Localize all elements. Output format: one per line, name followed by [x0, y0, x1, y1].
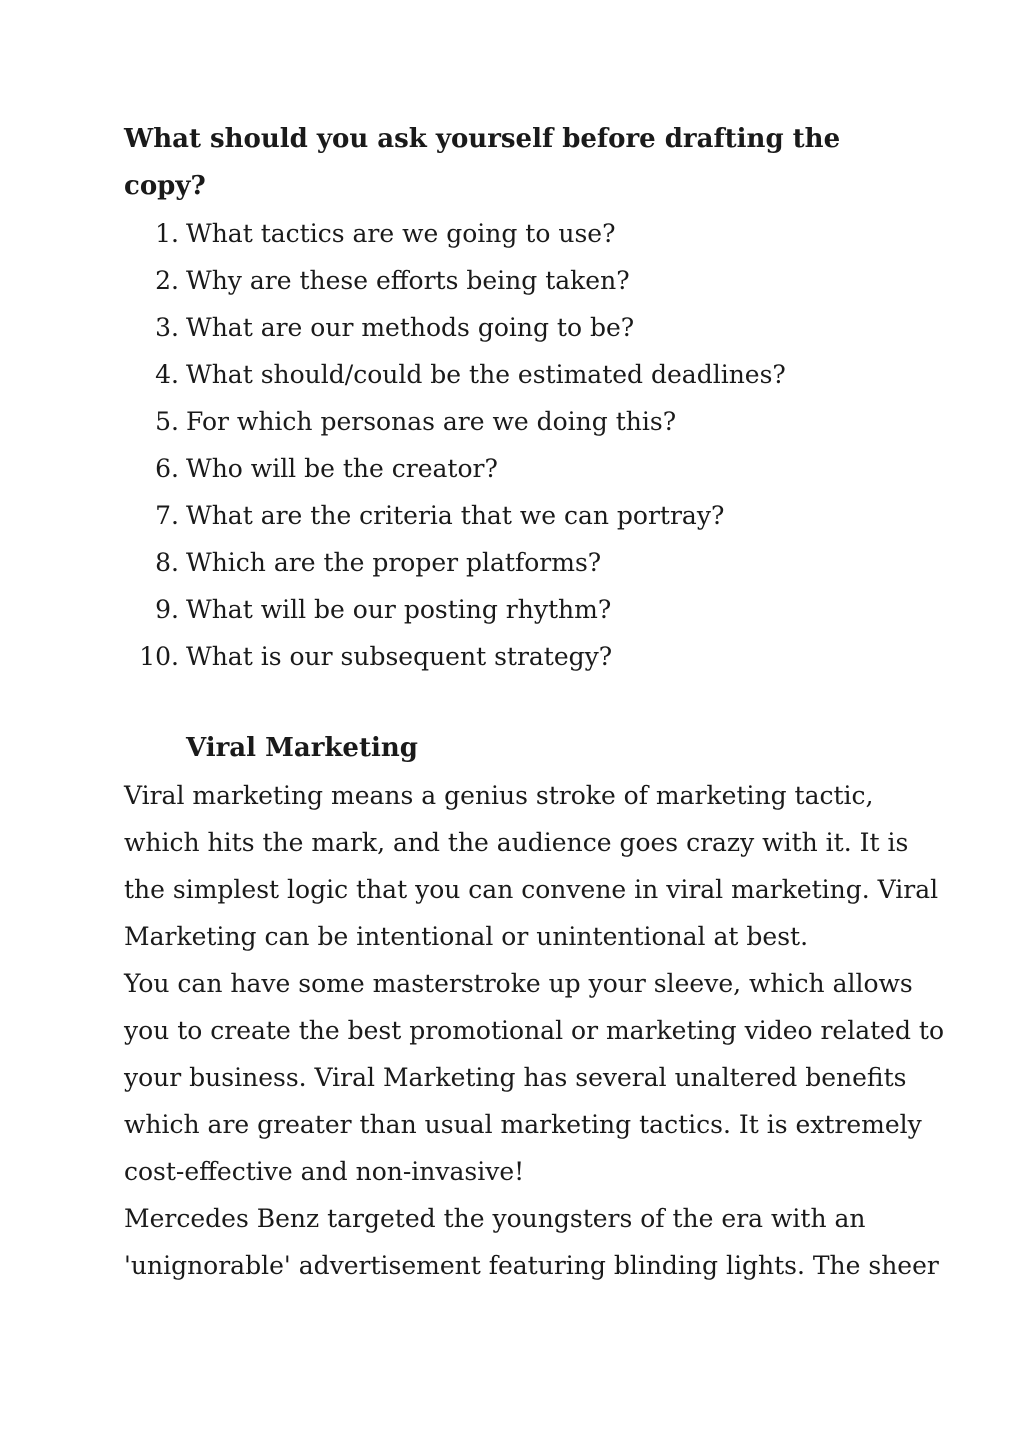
paragraph-line: you to create the best promotional or marketing video related to	[124, 1016, 945, 1045]
list-text: What should/could be the estimated deadlines?	[186, 360, 786, 389]
paragraph-line: cost-effective and non-invasive!	[124, 1157, 525, 1186]
list-number: 10.	[139, 642, 179, 671]
list-text: What are our methods going to be?	[186, 313, 635, 342]
list-text: What is our subsequent strategy?	[186, 642, 613, 671]
list-text: What are the criteria that we can portray?	[186, 501, 725, 530]
paragraph-line: Marketing can be intentional or unintentional at best.	[124, 922, 809, 951]
list-text: For which personas are we doing this?	[186, 407, 677, 436]
paragraph-line: Mercedes Benz targeted the youngsters of the era with an	[124, 1204, 866, 1233]
paragraph-line: the simplest logic that you can convene in viral marketing. Viral	[124, 875, 939, 904]
list-number: 3.	[155, 313, 179, 342]
list-item	[124, 445, 924, 492]
list-item	[124, 633, 924, 680]
heading-line-1: What should you ask yourself before drafting the	[124, 124, 841, 154]
list-item	[124, 351, 924, 398]
questions-list	[124, 210, 924, 680]
list-number: 5.	[155, 407, 179, 436]
list-item	[124, 304, 924, 351]
list-text: Why are these efforts being taken?	[186, 266, 630, 295]
list-number: 8.	[155, 548, 179, 577]
list-item	[124, 398, 924, 445]
list-number: 6.	[155, 454, 179, 483]
list-text: Who will be the creator?	[186, 454, 498, 483]
document-page	[124, 116, 945, 1289]
list-number: 1.	[155, 219, 179, 248]
list-number: 4.	[155, 360, 179, 389]
list-item	[124, 586, 924, 633]
list-item	[124, 210, 924, 257]
list-number: 2.	[155, 266, 179, 295]
paragraph-line: You can have some masterstroke up your sleeve, which allows	[124, 969, 913, 998]
paragraph-line: Viral marketing means a genius stroke of marketing tactic,	[124, 781, 874, 810]
paragraph-line: 'unignorable' advertisement featuring blinding lights. The sheer	[124, 1251, 939, 1280]
heading-line-2: copy?	[124, 171, 206, 201]
list-item	[124, 539, 924, 586]
viral-marketing-heading: Viral Marketing	[186, 733, 418, 763]
paragraph-line: which are greater than usual marketing tactics. It is extremely	[124, 1110, 922, 1139]
paragraph-line: which hits the mark, and the audience goes crazy with it. It is	[124, 828, 909, 857]
list-item	[124, 257, 924, 304]
paragraph-line: your business. Viral Marketing has several unaltered benefits	[124, 1063, 907, 1092]
list-text: What tactics are we going to use?	[186, 219, 616, 248]
list-text: Which are the proper platforms?	[186, 548, 602, 577]
list-number: 7.	[155, 501, 179, 530]
viral-marketing-body	[124, 772, 945, 1289]
list-item	[124, 492, 924, 539]
list-number: 9.	[155, 595, 179, 624]
section-heading	[124, 116, 864, 210]
list-text: What will be our posting rhythm?	[186, 595, 612, 624]
